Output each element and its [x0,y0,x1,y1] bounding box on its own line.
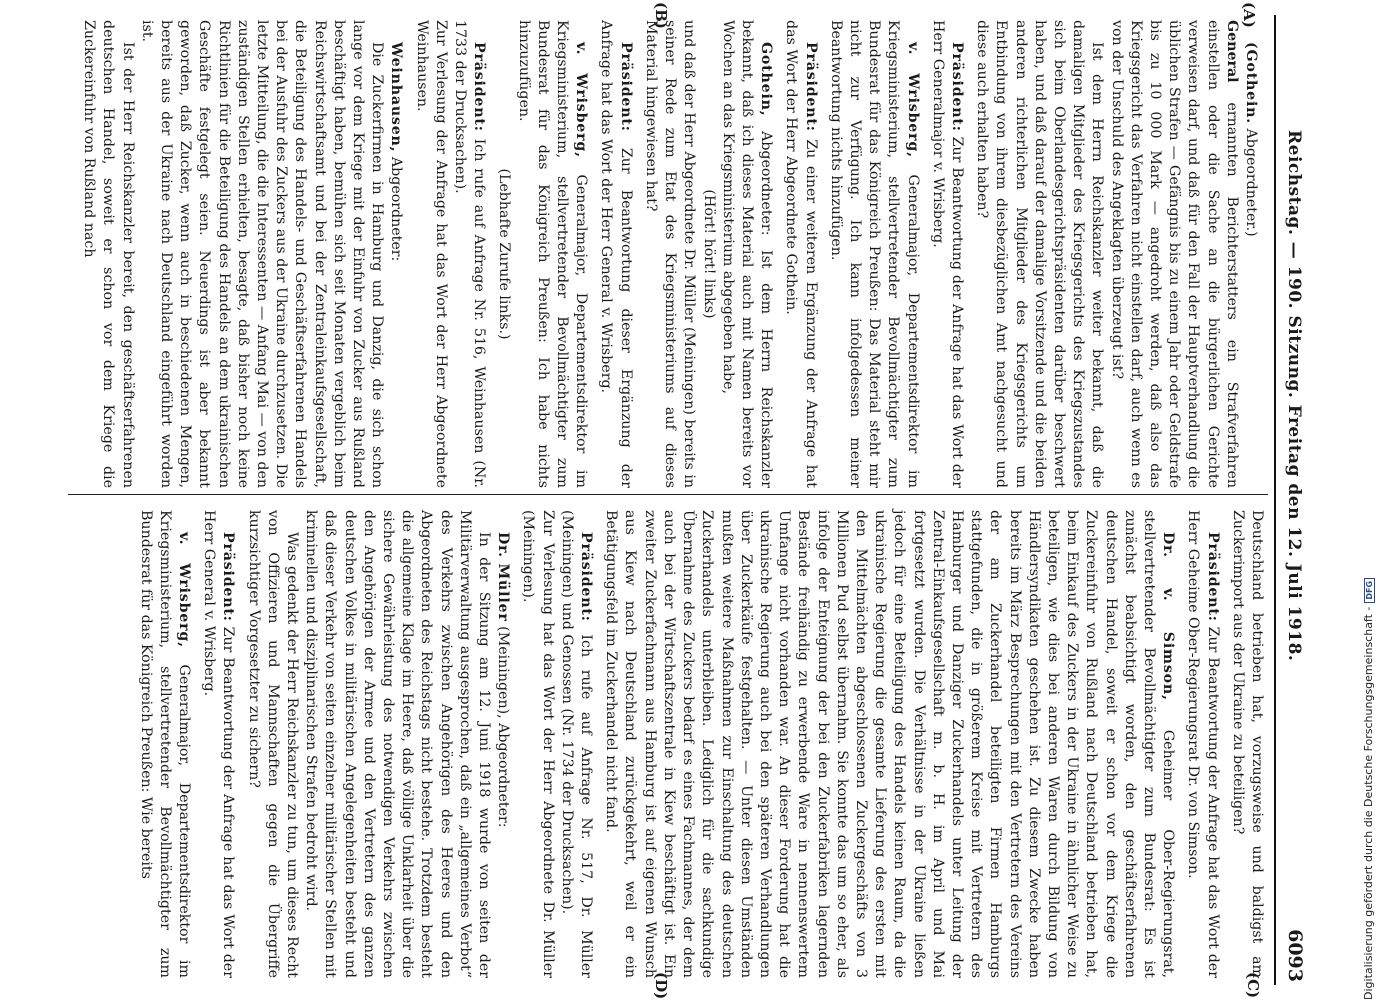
page-number: 6093 [1284,929,1306,982]
speech-text: Abgeordneter.) [1243,128,1259,237]
speaker-name: Präsident: [948,42,965,132]
paragraph [1241,20,1260,488]
speech-text: Generalmajor, Departementsdirektor im Kriegsministerium, stellvertretender Bevollmächtigter zum Bundesrat für das Königreich Preußen: Das Material steht mir nicht zur Verfügung. Ich kann infolgedessen meiner Beantwortung nichts hinzufügen. [827,20,921,488]
speaker-name: Präsident: [1204,532,1221,622]
margin-marker-b: (B) [652,2,670,29]
speech-text: Zur Beantwortung der Anfrage hat das Wort der Herr General v. Wrisberg. [201,510,237,978]
paragraph [450,20,488,488]
paragraph [199,510,237,978]
speech-text: Abgeordneter: [388,156,405,262]
paragraph: Deutschland betrieben hat, vorzugsweise und baldigst am Zuckerimport aus der Ukraine zu beteiligen? [1229,510,1265,978]
speaker-name: (Gothein. [1243,42,1259,125]
paragraph: Zur Verlesung der Anfrage hat das Wort der Herr Abgeordnete Weinhausen. [413,20,449,488]
speaker-name: Dr. Müller [495,532,512,622]
margin-marker-d: (D) [652,972,670,1000]
paragraph: Die Zuckerfirmen in Hamburg und Danzig, die sich schon lange vor dem Kriege mit der Einfuhr von Zucker aus Rußland beschäftigt haben, bemühen sich seit Monaten vergeblich beim Reichswirtschaftsamt und bei der Zentraleinkaufsgesellschaft, die Beteiligung des Handels- und Geschäftserfahrenen Handels bei der Ausfuhr des Zuckers aus der Ukraine durchzusetzen. Die letzte Mitteilung, die die Interessenten — Anfang Mai — von den zuständigen Stellen erhielten, besagte, daß bisher noch keine Richtlinien für die Beteiligung des Handels an dem ukrainischen Geschäfte festgelegt seien. Neuerdings ist aber bekannt geworden, daß Zucker, wenn auch in beschiedenen Mengen, bereits aus der Ukraine nach Deutschland eingeführt worden ist. [138,20,386,489]
paragraph [596,20,634,488]
speaker-name: Dr. v. Simson, [1160,532,1177,701]
paragraph [513,20,590,488]
paragraph [1106,20,1240,488]
paragraph: Zur Verlesung hat das Wort der Herr Abgeordnete Dr. Müller (Meiningen). [520,510,556,978]
speech-text: Zur Beantwortung der Anfrage hat das Wort der Herr Generalmajor v. Wrisberg. [929,20,965,488]
speech-text: Zur Beantwortung dieser Ergänzung der Anfrage hat das Wort der Herr General v. Wrisberg. [598,20,634,489]
interjection: (Hört! hört! links) [700,189,717,319]
speech-text: Geheimer Ober-Regierungsrat, stellvertretender Bevollmächtigter zum Bundesrat: Es ist zunächst beabsichtigt worden, den geschäftserfahrenen deutschen Handel, soweit er schon vor dem Kriege die Zuckereinfuhr von Rußland nach Deutschland betrieben hat, beim Einkauf des Zuckers in der Ukraine in ähnlicher Weise zu beteiligen, wie dies bei anderen Waren durch Bildung von Händlersyndikaten geschehen ist. Zu diesem Zwecke haben bereits im März Besprechungen mit den Vertretern des Vereins der am Zuckerhandel beteiligten Firmen Hamburgs stattgefunden, die in größerem Kreise mit Vertretern des Hamburger und Danziger Zuckerhandels unter Leitung der Zentral-Einkaufsgesellschaft m. b. H. im April und Mai fortgesetzt wurden. Die Verhältnisse in der Ukraine ließen jedoch für eine Beteiligung des Handels keinen Raum, da die ukrainische Regierung die gesamte Lieferung des ersten mit den Mittelmächten abgeschlossenen Zuckergeschäfts von 3 Millionen Pud selbst übernahm. Sie konnte das um so eher, als infolge der Enteignung der bei den Zuckerfabriken lagernden Bestände freihändig zu erwerbende Ware in nennenswertem Umfange nicht vorhanden war. An dieser Forderung hat die ukrainische Regierung auch bei den späteren Verhandlungen über Zuckerkäufe festgehalten. — Unter diesen Umständen mußten weitere Maßnahmen zur Einschaltung des deutschen Zuckerhandels unterbleiben. Lediglich für die sachkundige Übernahme des Zuckers bedarf es eines Fachmannes, der dem auch bei der Wirtschaftszentrale in Kiew beschäftigt ist. Ein zweiter Zuckerfachmann aus Hamburg ist auf eigenen Wunsch aus Kiew nach Deutschland zurückgekehrt, weil er ein Betätigungsfeld im Zuckerhandel nicht fand. [603,510,1177,979]
paragraph: und daß der Herr Abgeordnete Dr. Müller (Meiningen) bereits in seiner Rede zum Etat des Kriegsministeriums auf dieses Material hingewiesen hat? [642,20,698,488]
interjection: (Lebhafte Zurufe links.) [496,168,513,340]
paragraph [1183,510,1221,978]
speech-text: Zu einer weiteren Ergänzung der Anfrage hat das Wort der Herr Abgeordnete Gothein. [783,20,819,488]
header-rule [1274,15,1276,985]
speech-text: Zur Beantwortung der Anfrage hat das Wort der Herr Geheime Ober-Regierungsrat Dr. von Simson. [1185,510,1221,978]
speech-text: Generalmajor, Departementsdirektor im Kriegsministerium, stellvertretender Bevollmächtigter zum Bundesrat für das Königreich Preußen: Wie bereits [137,510,193,978]
paragraph [826,20,922,488]
speech-text: ernannten Berichterstatters ein Strafverfahren einstellen oder die Sache an die bürgerlichen Gerichte verweisen darf, und daß für den Fall der Hauptverhandlung die üblichen Strafen — Gefängnis bis zu einem Jahr oder Geldstrafe bis zu 10 000 Mark — angedroht werden, daß also das Kriegsgericht das Verfahren nicht einstellen darf, auch wenn es von der Unschuld des Angeklagten überzeugt ist? [1108,20,1240,488]
speech-text: (Meiningen), Abgeordneter: [495,626,512,828]
paragraph [718,20,776,488]
paragraph: In der Sitzung am 12. Juni 1918 wurde von seiten der Militärverwaltung ausgesprochen, daß ein „allgemeines Verbot“ des Verkehrs zwischen Angehörigen des Heeres und den Abgeordneten des Reichstags nicht bestehe. Trotzdem besteht die allgemeine Klage im Heere, daß völlige Unklarheit über die sichere Gewährleistung des notwendigen Verkehrs zwischen den Angehörigen der Armee und den Vertretern des ganzen deutschen Volkes in militärischen Angelegenheiten besteht und daß dieser Verkehr von seiten einzelner militärischer Stellen mit kriminellen und disziplinarischen Strafen bedroht wird. [303,510,493,978]
dfg-logo: DFG [1364,578,1375,603]
speaker-name: Präsident: [578,532,595,622]
speech-text: Abgeordneter: Ist dem Herrn Reichskanzler bekannt, daß ich dieses Material auch mit Namen bereits vor Wochen an das Kriegsministerium abgegeben habe, [719,20,775,488]
paragraph [135,510,193,978]
running-header: Reichstag. — 190. Sitzung. Freitag den 12. Juli 1918. [1284,130,1304,662]
digitization-credit [1362,578,1375,1000]
paragraph [928,20,966,488]
speech-text: Ich rufe auf Anfrage Nr. 516, Weinhausen (Nr. 1733 der Drucksachen). [452,20,488,488]
credit-text: Digitalisierung gefördert durch die Deutsche Forschungsgemeinschaft - [1362,606,1375,1000]
paragraph: Ist der Herr Reichskanzler bereit, den geschäftserfahrenen deutschen Handel, soweit er schon vor dem Kriege die Zuckereinfuhr von Rußland nach [81,20,136,488]
speaker-name: v. Wrisberg, [573,42,590,158]
margin-marker-c: (C) [1244,972,1262,999]
paragraph [386,20,405,488]
left-column [79,20,1266,488]
paragraph [493,510,512,978]
speaker-name: Präsident: [471,42,488,132]
speaker-name: Gothein, [758,42,775,117]
paragraph [601,510,1177,978]
speaker-name: Präsident: [802,42,819,132]
paragraph: Was gedenkt der Herr Reichskanzler zu tun, um dieses Recht von Offizieren und Mannschaften gegen die Übergriffe kurzsichtiger Vorgesetzter zu sichern? [245,510,301,978]
speech-text: Ich rufe auf Anfrage Nr. 517, Dr. Müller (Meiningen) und Genossen (Nr. 1734 der Drucksachen). [558,510,595,978]
speaker-name: Präsident: [220,532,237,622]
speech-text: Generalmajor, Departementsdirektor im Kriegsministerium, stellvertretender Bevollmächtigter zum Bundesrat für das Königreich Preußen: Ich habe nichts hinzuzufügen. [515,20,590,488]
speaker-name: v. Wrisberg, [904,42,921,158]
paragraph [557,510,595,978]
paragraph: Ist dem Herrn Reichskanzler weiter bekannt, daß die damaligen Mitglieder des Kriegsgerichts des Kriegszustandes sich beim Oberlandesgerichtspräsidenten darüber beschwert haben, und daß darauf der damalige Vorsitzende und die beiden anderen richterlichen Mitglieder des Kriegsgerichts um Entbindung von ihrem diesbezüglichen Amt nachgesucht und diese auch erhalten haben? [974,20,1106,488]
speaker-name: Weinhausen, [388,42,405,153]
speaker-name: Präsident: [617,42,634,132]
paragraph [781,20,819,488]
column-divider [68,494,1268,495]
right-column [135,510,1266,978]
speaker-name: v. Wrisberg, [176,532,193,648]
margin-marker-a: (A) [1240,2,1258,28]
emphasis: General [1223,20,1240,83]
document-page [20,0,1310,1000]
